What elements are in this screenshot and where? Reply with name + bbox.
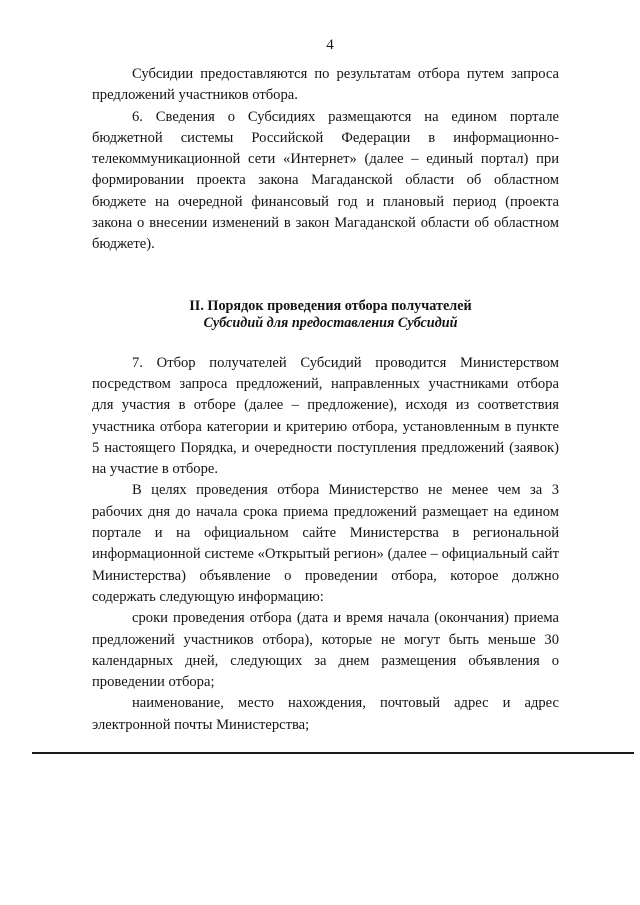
- document-body: [92, 64, 559, 736]
- paragraph: сроки проведения отбора (дата и время начала (окончания) приема предложений участников отбора), которые не могут быть меньше 30 календарных дней, следующих за днем размещения объявления о проведении отбора;: [92, 610, 559, 691]
- spacer: [92, 277, 559, 298]
- section-heading-line: II. Порядок проведения отбора получателей: [189, 297, 472, 314]
- paragraph: наименование, место нахождения, почтовый адрес и адрес электронной почты Министерства;: [92, 695, 559, 733]
- spacer: [92, 256, 559, 277]
- page-number: 4: [326, 37, 334, 53]
- section-heading: [92, 298, 559, 332]
- paragraph: Субсидии предоставляются по результатам отбора путем запроса предложений участников отбора.: [92, 66, 559, 104]
- paragraph: 7. Отбор получателей Субсидий проводится Министерством посредством запроса предложений, направленных участниками отбора для участия в отборе (далее – предложение), исходя из соответствия участника отбора категории и критерию отбора, установленным в пункте 5 настоящего Порядка, и очередности поступления предложений (заявок) на участие в отборе.: [92, 354, 559, 478]
- paragraph: В целях проведения отбора Министерство не менее чем за 3 рабочих дня до начала срока приема предложений размещает на едином портале и на официальном сайте Министерства в региональной информационной системе «Открытый регион» (далее – официальный сайт Министерства) объявление о проведении отбора, которое должно содержать следующую информацию:: [92, 482, 559, 605]
- section-heading-line: Субсидий для предоставления Субсидий: [203, 314, 458, 331]
- page-divider-line: [32, 752, 634, 754]
- spacer: [92, 332, 559, 353]
- paragraph: 6. Сведения о Субсидиях размещаются на едином портале бюджетной системы Российской Федерации в информационно-телекоммуникационной сети «Интернет» (далее – единый портал) при формировании проекта закона Магаданской области об областном бюджете на очередной финансовый год и плановый период (проекта закона о внесении изменений в закон Магаданской области об областном бюджете).: [92, 108, 559, 253]
